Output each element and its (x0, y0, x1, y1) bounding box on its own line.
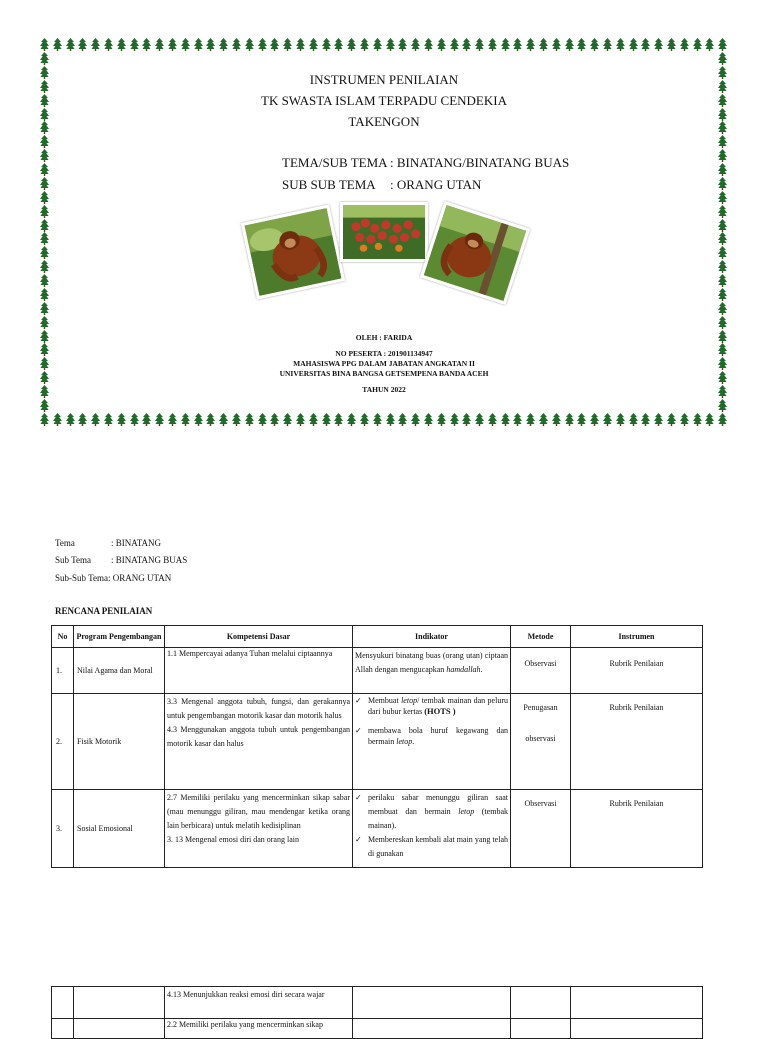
pine-tree-icon (40, 177, 49, 190)
row-no (52, 987, 74, 1019)
pine-tree-icon (347, 38, 356, 51)
indikator-check-item (355, 695, 508, 717)
row-kd (165, 987, 353, 1019)
pine-tree-icon (40, 246, 49, 259)
pine-tree-icon (53, 413, 62, 426)
pine-tree-icon (296, 413, 305, 426)
pine-tree-icon (718, 38, 727, 51)
col-header-no: No (52, 626, 74, 648)
pine-tree-icon (194, 413, 203, 426)
pine-tree-icon (693, 413, 702, 426)
pine-tree-icon (360, 38, 369, 51)
credit-participant-no: NO PESERTA : 201901134947 (335, 349, 433, 358)
pine-tree-icon (40, 163, 49, 176)
indikator-em: letop (458, 807, 475, 816)
indikator-text: membawa bola huruf kegawang dan bermain (368, 726, 508, 746)
pine-tree-icon (219, 38, 228, 51)
row-instrumen: Rubrik Penilaian (571, 648, 703, 694)
pine-tree-icon (654, 38, 663, 51)
cover-subsub-tema (282, 175, 481, 195)
pine-tree-icon (501, 38, 510, 51)
pine-tree-icon (40, 205, 49, 218)
pine-tree-icon (270, 38, 279, 51)
pine-tree-icon (40, 135, 49, 148)
metode-item: observasi (525, 734, 556, 743)
info-value: : BINATANG BUAS (111, 555, 188, 565)
pine-tree-icon (718, 205, 727, 218)
pine-tree-icon (437, 38, 446, 51)
pine-tree-icon (718, 232, 727, 245)
metode-item: Observasi (524, 659, 557, 668)
credit-year: TAHUN 2022 (362, 385, 406, 394)
row-kd (165, 790, 353, 868)
indikator-text: Membereskan kembali alat main yang telah di gunakan (368, 835, 508, 858)
metode-item: Penugasan (523, 703, 558, 712)
pine-tree-icon (117, 38, 126, 51)
pine-tree-icon (718, 149, 727, 162)
pine-tree-icon (718, 399, 727, 412)
pine-tree-icon (232, 38, 241, 51)
pine-tree-icon (603, 413, 612, 426)
pine-tree-icon (142, 38, 151, 51)
pine-tree-icon (104, 413, 113, 426)
pine-tree-icon (705, 38, 714, 51)
indikator-check-item (355, 725, 508, 747)
pine-tree-icon (590, 38, 599, 51)
pine-tree-icon (258, 413, 267, 426)
pine-tree-icon (40, 302, 49, 315)
kd-item: 2.7 Memiliki perilaku yang mencerminkan sikap sabar (mau menunggu giliran, mau mendengar ketika orang lain berbicara) untuk melatih kedisiplinan (167, 793, 350, 830)
pine-tree-icon (206, 38, 215, 51)
row-indikator (353, 1019, 511, 1039)
row-metode (511, 1019, 571, 1039)
pine-tree-icon (539, 38, 548, 51)
cover-title-line-3: TAKENGON (348, 114, 420, 129)
pine-tree-icon (411, 413, 420, 426)
pine-tree-icon (53, 38, 62, 51)
credit-program: MAHASISWA PPG DALAM JABATAN ANGKATAN II (293, 359, 475, 368)
pine-tree-icon (526, 38, 535, 51)
pine-tree-icon (232, 413, 241, 426)
cover-title-line-1: INSTRUMEN PENILAIAN (309, 72, 459, 87)
pine-tree-icon (66, 413, 75, 426)
pine-tree-icon (462, 38, 471, 51)
pine-tree-icon (718, 135, 727, 148)
credit-author: OLEH : FARIDA (355, 333, 413, 342)
pine-tree-icon (718, 274, 727, 287)
pine-tree-icon (539, 413, 548, 426)
row-indikator (353, 648, 511, 694)
pine-tree-icon (91, 38, 100, 51)
pine-tree-icon (347, 413, 356, 426)
pine-tree-icon (40, 413, 49, 426)
pine-tree-icon (386, 413, 395, 426)
indikator-end: . (480, 665, 483, 674)
pine-tree-icon (552, 413, 561, 426)
indikator-text: perilaku sabar menunggu giliran saat membuat dan bermain (368, 793, 508, 816)
pine-tree-icon (718, 288, 727, 301)
pine-tree-icon (245, 413, 254, 426)
pine-tree-icon (526, 413, 535, 426)
pine-tree-icon (398, 413, 407, 426)
pine-tree-icon (334, 38, 343, 51)
row-instrumen (571, 987, 703, 1019)
col-header-instrumen: Instrumen (571, 626, 703, 648)
col-header-metode: Metode (511, 626, 571, 648)
pine-tree-icon (475, 38, 484, 51)
row-no (52, 1019, 74, 1039)
col-header-indikator: Indikator (353, 626, 511, 648)
assessment-table (51, 625, 703, 868)
table-row (52, 790, 703, 868)
pine-tree-icon (450, 38, 459, 51)
pine-tree-icon (424, 38, 433, 51)
pine-tree-icon (194, 38, 203, 51)
pine-tree-icon (705, 413, 714, 426)
indikator-check-item (355, 833, 508, 861)
pine-tree-icon (270, 413, 279, 426)
tema-value: : BINATANG/BINATANG BUAS (390, 155, 570, 170)
assessment-table-continued (51, 986, 703, 1039)
row-kd (165, 648, 353, 694)
pine-tree-icon (258, 38, 267, 51)
indikator-check-item (355, 791, 508, 833)
indikator-em: letop (396, 737, 413, 746)
pine-tree-icon (40, 316, 49, 329)
pine-tree-icon (718, 163, 727, 176)
pine-tree-icon (718, 413, 727, 426)
table-row (52, 1019, 703, 1039)
pine-tree-icon (501, 413, 510, 426)
kd-item: 4.13 Menunjukkan reaksi emosi diri secara wajar (167, 990, 325, 999)
kd-item: 4.3 Menggunakan anggota tubuh untuk pengembangan motorik kasar dan halus (167, 725, 350, 748)
pine-tree-icon (373, 413, 382, 426)
row-indikator (353, 987, 511, 1019)
info-label: Tema (55, 538, 75, 548)
check-icon: ✓ (355, 696, 362, 705)
indikator-em: hamdallah (446, 665, 481, 674)
pine-tree-icon (641, 38, 650, 51)
pine-tree-icon (219, 413, 228, 426)
row-no: 3. (52, 790, 74, 868)
row-metode (511, 790, 571, 868)
pine-tree-icon (360, 413, 369, 426)
metode-item: Observasi (524, 799, 557, 808)
row-program (74, 987, 165, 1019)
info-sub-sub-tema (55, 572, 171, 584)
info-sub-tema (55, 554, 187, 566)
pine-tree-icon (577, 38, 586, 51)
pine-tree-icon (181, 413, 190, 426)
pine-tree-icon (654, 413, 663, 426)
kd-item: 3. 13 Mengenal emosi diri dan orang lain (167, 835, 299, 844)
row-program: Sosial Emosional (74, 790, 165, 868)
pine-tree-icon (718, 302, 727, 315)
row-indikator (353, 694, 511, 790)
table-row (52, 694, 703, 790)
row-program: Nilai Agama dan Moral (74, 648, 165, 694)
pine-tree-icon (718, 246, 727, 259)
col-header-kd: Kompetensi Dasar (165, 626, 353, 648)
pine-tree-icon (40, 399, 49, 412)
pine-tree-icon (334, 413, 343, 426)
pine-tree-icon (296, 38, 305, 51)
pine-tree-icon (206, 413, 215, 426)
pine-tree-icon (718, 219, 727, 232)
pine-tree-icon (283, 413, 292, 426)
border-bottom (40, 413, 728, 427)
credit-university: UNIVERSITAS BINA BANGSA GETSEMPENA BANDA ACEH (279, 369, 489, 378)
pine-tree-icon (437, 413, 446, 426)
indikator-text: . (412, 737, 415, 746)
pine-tree-icon (40, 191, 49, 204)
pine-tree-icon (40, 260, 49, 273)
cover-title-line-2: TK SWASTA ISLAM TERPADU CENDEKIA (261, 93, 507, 108)
pine-tree-icon (78, 413, 87, 426)
check-icon: ✓ (355, 835, 362, 844)
pine-tree-icon (629, 413, 638, 426)
pine-tree-icon (78, 38, 87, 51)
indikator-text: (tembak mainan). (368, 807, 508, 830)
pine-tree-icon (373, 38, 382, 51)
info-tema (55, 537, 161, 549)
cover-tema (282, 153, 569, 173)
pine-tree-icon (513, 413, 522, 426)
pine-tree-icon (718, 260, 727, 273)
pine-tree-icon (603, 38, 612, 51)
pine-tree-icon (616, 38, 625, 51)
check-icon: ✓ (355, 793, 362, 802)
info-label: Sub-Sub Tema (55, 573, 108, 583)
pine-tree-icon (142, 413, 151, 426)
pine-tree-icon (667, 413, 676, 426)
pine-tree-icon (462, 413, 471, 426)
subsub-value: : ORANG UTAN (390, 177, 482, 192)
pine-tree-icon (488, 38, 497, 51)
row-kd (165, 1019, 353, 1039)
row-program: Fisik Motorik (74, 694, 165, 790)
pine-tree-icon (565, 413, 574, 426)
row-indikator (353, 790, 511, 868)
pine-tree-icon (386, 38, 395, 51)
pine-tree-icon (411, 38, 420, 51)
pine-tree-icon (718, 52, 727, 65)
row-metode (511, 987, 571, 1019)
pine-tree-icon (168, 38, 177, 51)
pine-tree-icon (117, 413, 126, 426)
pine-tree-icon (629, 38, 638, 51)
info-value: : BINATANG (111, 538, 162, 548)
pine-tree-icon (577, 413, 586, 426)
pine-tree-icon (40, 274, 49, 287)
pine-tree-icon (693, 38, 702, 51)
pine-tree-icon (667, 38, 676, 51)
pine-tree-icon (104, 38, 113, 51)
row-no: 1. (52, 648, 74, 694)
pine-tree-icon (40, 149, 49, 162)
border-top (40, 38, 728, 52)
pine-tree-icon (40, 38, 49, 51)
row-program (74, 1019, 165, 1039)
pine-tree-icon (309, 413, 318, 426)
subsub-label: SUB SUB TEMA (282, 177, 376, 192)
pine-tree-icon (283, 38, 292, 51)
pine-tree-icon (641, 413, 650, 426)
kd-item: 3.3 Mengenal anggota tubuh, fungsi, dan gerakannya untuk pengembangan motorik kasar dan motorik halus (167, 697, 350, 720)
hots-label: (HOTS ) (424, 706, 456, 716)
pine-tree-icon (590, 413, 599, 426)
pine-tree-icon (398, 38, 407, 51)
pine-tree-icon (91, 413, 100, 426)
table-row (52, 648, 703, 694)
section-title: RENCANA PENILAIAN (55, 606, 153, 616)
pine-tree-icon (424, 413, 433, 426)
pine-tree-icon (245, 38, 254, 51)
kd-item: 2.2 Memiliki perilaku yang mencerminkan sikap (167, 1020, 323, 1029)
pine-tree-icon (680, 38, 689, 51)
pine-tree-icon (322, 38, 331, 51)
row-instrumen: Rubrik Penilaian (571, 790, 703, 868)
tema-label: TEMA/SUB TEMA (282, 155, 388, 170)
pine-tree-icon (40, 288, 49, 301)
row-kd (165, 694, 353, 790)
pine-tree-icon (718, 316, 727, 329)
pine-tree-icon (155, 38, 164, 51)
pine-tree-icon (488, 413, 497, 426)
pine-tree-icon (680, 413, 689, 426)
pine-tree-icon (552, 38, 561, 51)
row-metode (511, 648, 571, 694)
pine-tree-icon (168, 413, 177, 426)
pine-tree-icon (66, 38, 75, 51)
pine-tree-icon (40, 52, 49, 65)
pine-tree-icon (718, 191, 727, 204)
pine-tree-icon (181, 38, 190, 51)
pine-tree-icon (155, 413, 164, 426)
pine-tree-icon (40, 219, 49, 232)
pine-tree-icon (450, 413, 459, 426)
table-row (52, 987, 703, 1019)
palm-fruit-photo (340, 202, 428, 262)
indikator-text: / tembak mainan dan peluru dari bubur kertas (368, 696, 508, 716)
pine-tree-icon (130, 413, 139, 426)
kd-item: 1.1 Mempercayai adanya Tuhan melalui ciptaannya (167, 649, 333, 658)
row-no: 2. (52, 694, 74, 790)
pine-tree-icon (616, 413, 625, 426)
row-metode (511, 694, 571, 790)
info-label: Sub Tema (55, 555, 91, 565)
pine-tree-icon (322, 413, 331, 426)
pine-tree-icon (718, 177, 727, 190)
pine-tree-icon (565, 38, 574, 51)
pine-tree-icon (309, 38, 318, 51)
info-value: : ORANG UTAN (107, 573, 172, 583)
indikator-em: letop (401, 696, 418, 705)
pine-tree-icon (130, 38, 139, 51)
pine-tree-icon (475, 413, 484, 426)
pine-tree-icon (40, 232, 49, 245)
row-instrumen: Rubrik Penilaian (571, 694, 703, 790)
check-icon: ✓ (355, 726, 362, 735)
indikator-text: Mensyukuri binatang buas (orang utan) ciptaan Allah dengan mengucapkan (355, 651, 508, 674)
row-instrumen (571, 1019, 703, 1039)
indikator-text: Membuat (368, 696, 402, 705)
table-header-row (52, 626, 703, 648)
col-header-program: Program Pengembangan (74, 626, 165, 648)
pine-tree-icon (513, 38, 522, 51)
